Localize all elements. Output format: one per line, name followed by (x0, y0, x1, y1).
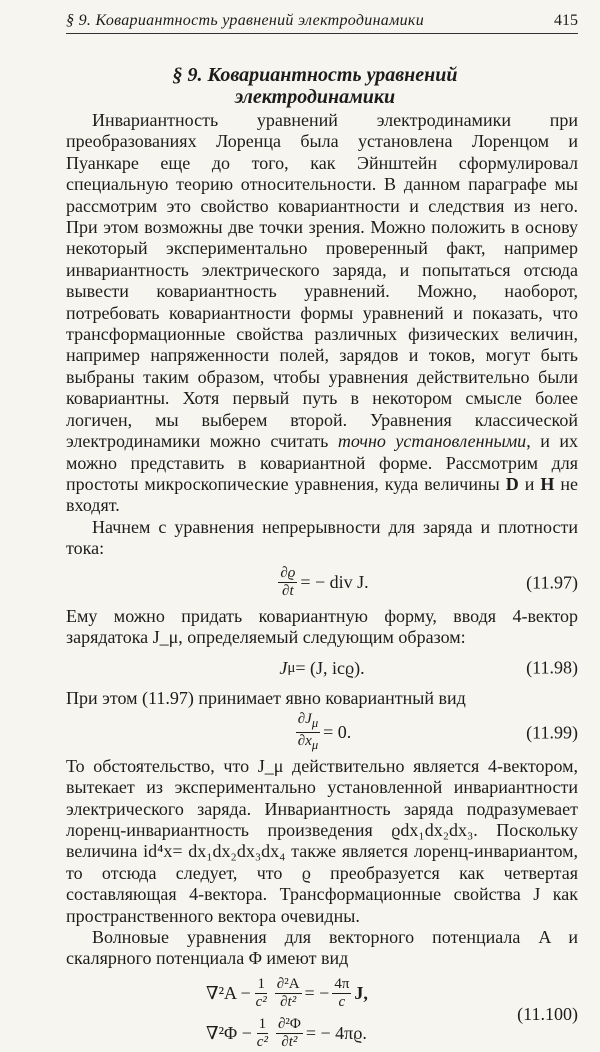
equation-lhs: J (279, 657, 288, 678)
frac-den: c² (256, 1033, 268, 1050)
equation-row-2 (206, 1016, 367, 1051)
equation-label: (11.100) (517, 1003, 578, 1024)
running-title: § 9. Ковариантность уравнений электродинамики (66, 12, 425, 29)
row1-frac3 (332, 976, 351, 1011)
equation-label: (11.97) (526, 571, 578, 592)
fraction-numerator: ∂ϱ (280, 565, 296, 582)
paragraph-2: Начнем с уравнения непрерывности для заряда и плотности тока: (66, 516, 578, 559)
equation-rhs: = − div J. (300, 571, 369, 592)
frac-den: c (338, 993, 346, 1010)
row2-frac1 (255, 1016, 270, 1051)
equation-rhs: = (J, icϱ). (295, 657, 365, 678)
equation-11-99 (66, 710, 578, 756)
row2-rhs: = − 4πϱ. (305, 1022, 367, 1043)
paragraph-6: Волновые уравнения для векторного потенциала A и скалярного потенциала Φ имеют вид (66, 927, 578, 969)
denominator-subscript: μ (311, 738, 319, 753)
numerator-subscript: μ (311, 716, 319, 731)
frac-num: ∂²Φ (277, 1015, 301, 1032)
denominator-text: ∂x (297, 733, 312, 750)
fraction-dJ-dx (296, 711, 320, 754)
paragraph-5: То обстоятельство, что J_μ действительно является 4-вектором, вытекает из экспериментально установленной инвариантности электрического заряда. Инвариантность заряда подразумевает лоренц-инвариантность произведения ϱdx₁dx₂dx₃. Поскольку величина id⁴x= dx₁dx₂dx₃dx₄ также является лоренц-инвариантом, то отсюда следует, что ϱ преобразуется как четвертая составляющая 4-вектора. Трансформационные свойства J как пространственного вектора очевидны. (66, 755, 578, 926)
row1-frac2 (275, 976, 302, 1011)
equation-11-100 (66, 976, 578, 1052)
paragraph-4: При этом (11.97) принимает явно ковариантный вид (66, 688, 466, 709)
symbol-D: D (505, 473, 519, 494)
equation-label: (11.98) (526, 657, 578, 678)
section-title (60, 64, 570, 108)
section-title-line1: § 9. Ковариантность уравнений (172, 64, 458, 86)
frac-den: ∂t² (280, 993, 297, 1010)
paragraph-1-text-a: Инвариантность уравнений электродинамики при преобразованиях Лоренца была установлена Лоренцом и Пуанкаре еще до того, как Эйнштейн сформулировал специальную теорию относительности. В данном параграфе мы рассмотрим это свойство ковариантности и следствия из него. При этом возможны две точки зрения. Можно положить в основу некоторый экспериментально проверенный факт, например инвариантность электрического заряда, и попытаться отсюда вывести ковариантность уравнений. Можно, наоборот, потребовать ковариантности формы уравнений и показать, что трансформационные свойства различных физических величин, например напряженности полей, зарядов и токов, могут быть выбраны таким образом, чтобы уравнения действительно были ковариантны. Хотя первый путь в некотором смысле более логичен, мы выберем второй. Уравнения классической электродинамики можно считать (66, 110, 578, 452)
symbol-H: H (540, 473, 555, 494)
paragraph-1-and: и (518, 473, 541, 494)
frac-den: ∂t² (281, 1033, 298, 1050)
equation-subscript: μ (287, 659, 296, 676)
frac-num: ∂²A (276, 975, 300, 992)
frac-num: 1 (258, 1015, 267, 1032)
equation-rhs: = 0. (323, 722, 352, 743)
row2-lhs: ∇²Φ − (206, 1022, 252, 1043)
row1-tail: J, (354, 982, 368, 1003)
equation-label: (11.99) (526, 722, 578, 743)
row2-frac2 (276, 1016, 303, 1051)
frac-den: c² (255, 993, 267, 1010)
paragraph-3: Ему можно придать ковариантную форму, вводя 4-вектор зарядатока J_μ, определяемый следующим образом: (66, 605, 578, 647)
fraction-drho-dt (278, 565, 297, 600)
running-header (66, 12, 578, 34)
page-number: 415 (554, 12, 578, 29)
equation-11-98 (66, 648, 578, 688)
equation-row-1 (206, 976, 368, 1011)
paragraph-1-end: не входят. (66, 473, 579, 516)
row1-lhs: ∇²A − (206, 982, 251, 1003)
fraction-denominator (296, 733, 320, 754)
section-title-line2: электродинамики (234, 86, 396, 108)
numerator-text: ∂J (297, 711, 312, 728)
row1-frac1 (254, 976, 269, 1011)
frac-num: 1 (257, 975, 265, 992)
paragraph-1-emphasis: точно установленными (337, 431, 527, 452)
equation-11-97 (66, 560, 578, 606)
fraction-denominator: ∂t (282, 583, 294, 600)
paragraph-1 (66, 110, 578, 517)
fraction-numerator (296, 711, 320, 733)
frac-num: 4π (334, 975, 350, 992)
row1-eq: = − (304, 982, 330, 1003)
body-text (66, 110, 578, 1052)
paragraph-1-text-b: , и их можно представить в ковариантной форме. Рассмотрим для простоты микроскопические уравнения, куда величины (66, 431, 578, 494)
